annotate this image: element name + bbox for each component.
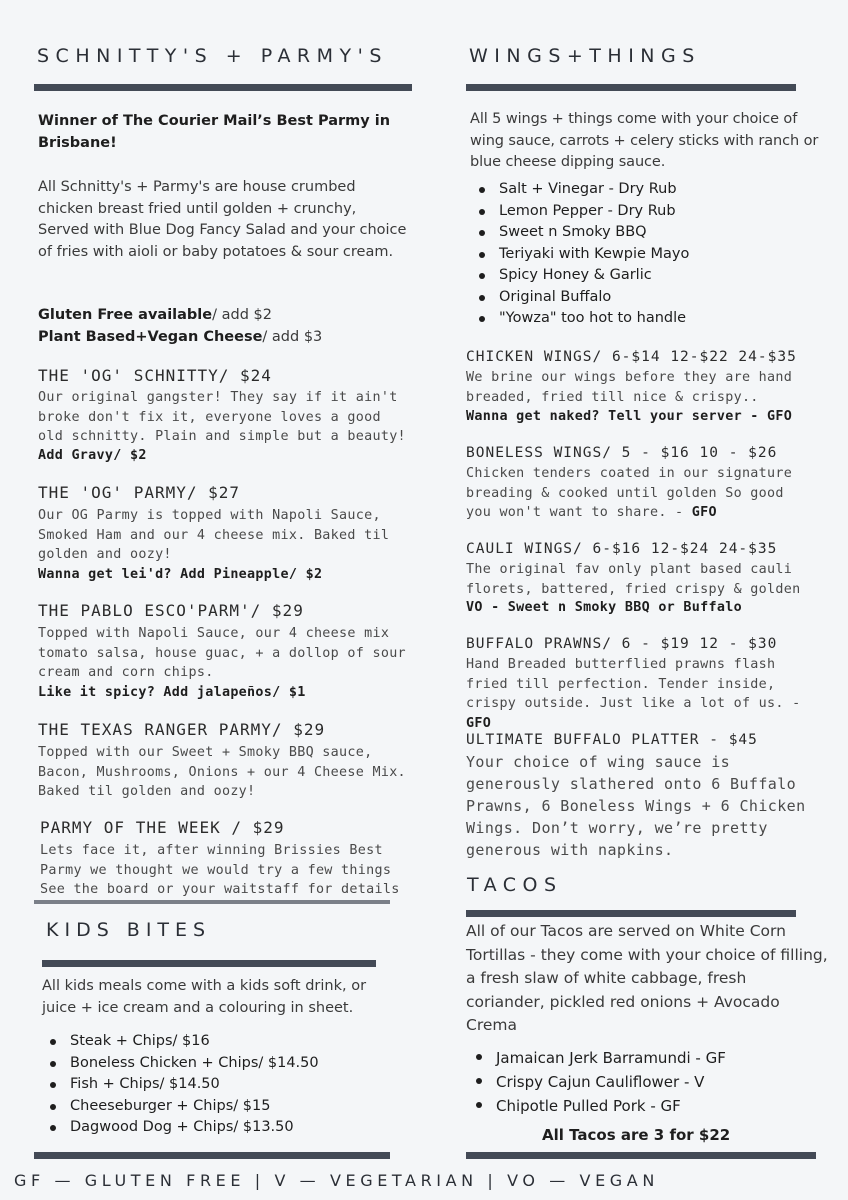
list-item: Original Buffalo xyxy=(471,287,811,309)
section-heading-wings: WINGS+THINGS xyxy=(469,45,701,67)
list-item: Lemon Pepper - Dry Rub xyxy=(471,201,811,223)
plant-based-option xyxy=(38,327,322,349)
kids-intro: All kids meals come with a kids soft drink, or juice + ice cream and a colouring in sheet. xyxy=(42,978,367,1016)
menu-item-title: THE 'OG' SCHNITTY/ $24 xyxy=(38,366,272,385)
section-divider-thin xyxy=(34,900,390,904)
list-item: Spicy Honey & Garlic xyxy=(471,265,811,287)
menu-item-desc xyxy=(466,464,816,523)
menu-item-title: CAULI WINGS/ 6-$16 12-$24 24-$35 xyxy=(466,541,778,557)
menu-item-desc: Your choice of wing sauce is generously slathered onto 6 Buffalo Prawns, 6 Boneless Wings + 6 Chicken Wings. Don’t worry, we’re pretty generous with napkins. xyxy=(466,753,806,859)
list-item: "Yowza" too hot to handle xyxy=(471,308,811,330)
menu-item-title: THE PABLO ESCO'PARM'/ $29 xyxy=(38,601,304,620)
menu-item-extra: Like it spicy? Add jalapeños/ $1 xyxy=(38,685,306,700)
list-item: Fish + Chips/ $14.50 xyxy=(42,1074,402,1096)
menu-item-title: THE TEXAS RANGER PARMY/ $29 xyxy=(38,720,326,739)
section-divider xyxy=(466,910,796,917)
menu-item-desc: The original fav only plant based cauli florets, battered, fried crispy & golden xyxy=(466,562,801,597)
plant-based-price: / add $3 xyxy=(262,329,323,345)
list-item: Teriyaki with Kewpie Mayo xyxy=(471,244,811,266)
list-item: Salt + Vinegar - Dry Rub xyxy=(471,179,811,201)
plant-based-label: Plant Based+Vegan Cheese xyxy=(38,329,263,345)
kids-menu-list xyxy=(42,1031,402,1139)
list-item: Jamaican Jerk Barramundi - GF xyxy=(468,1046,808,1070)
menu-item-desc: Topped with our Sweet + Smoky BBQ sauce, Bacon, Mushrooms, Onions + our 4 Cheese Mix. Baked til golden and oozy! xyxy=(38,745,406,799)
menu-item-title: PARMY OF THE WEEK / $29 xyxy=(40,818,285,837)
menu-item-extra: Wanna get lei'd? Add Pineapple/ $2 xyxy=(38,567,323,582)
tacos-list xyxy=(468,1046,808,1118)
gluten-free-price: / add $2 xyxy=(212,307,272,323)
menu-item-extra: Wanna get naked? Tell your server - GFO xyxy=(466,409,793,424)
menu-item-extra: VO - Sweet n Smoky BBQ or Buffalo xyxy=(466,600,742,615)
gfo-tag: GFO xyxy=(466,715,492,731)
dietary-legend-footer: GF — GLUTEN FREE | V — VEGETARIAN | VO — VEGAN xyxy=(14,1171,659,1190)
gluten-free-label: Gluten Free available xyxy=(38,307,213,323)
section-divider xyxy=(466,84,796,91)
menu-item-desc-text: Hand Breaded butterflied prawns flash fried till perfection. Tender inside, crispy outside. Just like a lot of us. - xyxy=(466,657,801,711)
menu-item-desc: We brine our wings before they are hand breaded, fried till nice & crispy.. xyxy=(466,370,793,405)
section-divider xyxy=(42,960,376,967)
list-item: Dagwood Dog + Chips/ $13.50 xyxy=(42,1117,402,1139)
menu-item-title: BUFFALO PRAWNS/ 6 - $19 12 - $30 xyxy=(466,636,778,652)
menu-item-desc: Lets face it, after winning Brissies Best Parmy we thought we would try a few things See the board or your waitstaff for details xyxy=(40,843,400,897)
menu-item-title: BONELESS WINGS/ 5 - $16 10 - $26 xyxy=(466,445,778,461)
list-item: Chipotle Pulled Pork - GF xyxy=(468,1094,808,1118)
menu-item-title: THE 'OG' PARMY/ $27 xyxy=(38,483,241,502)
list-item: Cheeseburger + Chips/ $15 xyxy=(42,1096,402,1118)
menu-item-title: ULTIMATE BUFFALO PLATTER - $45 xyxy=(466,732,758,748)
menu-item-title: CHICKEN WINGS/ 6-$14 12-$22 24-$35 xyxy=(466,349,797,365)
menu-item-desc: Our OG Parmy is topped with Napoli Sauce, Smoked Ham and our 4 cheese mix. Baked til golden and oozy! xyxy=(38,508,390,562)
tacos-deal: All Tacos are 3 for $22 xyxy=(542,1126,731,1144)
list-item: Crispy Cajun Cauliflower - V xyxy=(468,1070,808,1094)
menu-item-desc: Topped with Napoli Sauce, our 4 cheese mix tomato salsa, house guac, + a dollop of sour cream and corn chips. xyxy=(38,626,406,680)
tacos-intro: All of our Tacos are served on White Corn Tortillas - they come with your choice of filling, a fresh slaw of white cabbage, fresh coriander, pickled red onions + Avocado Crema xyxy=(466,922,828,1034)
gfo-tag: GFO xyxy=(683,505,717,520)
section-heading-kids: KIDS BITES xyxy=(46,919,212,941)
section-heading-tacos: TACOS xyxy=(467,874,563,896)
menu-item-extra: Add Gravy/ $2 xyxy=(38,448,147,463)
gluten-free-option xyxy=(38,305,272,327)
list-item: Boneless Chicken + Chips/ $14.50 xyxy=(42,1053,402,1075)
section-divider xyxy=(34,1152,390,1159)
list-item: Sweet n Smoky BBQ xyxy=(471,222,811,244)
list-item: Steak + Chips/ $16 xyxy=(42,1031,402,1053)
menu-item-desc xyxy=(466,655,816,733)
menu-item-desc: Our original gangster! They say if it ain't broke don't fix it, everyone loves a good old schnitty. Plain and simple but a beauty! xyxy=(38,390,406,444)
section-heading-schnitty: SCHNITTY'S + PARMY'S xyxy=(37,45,388,67)
menu-item-desc-text: Chicken tenders coated in our signature breading & cooked until golden So good you won't want to share. - xyxy=(466,466,793,520)
schnitty-intro: All Schnitty's + Parmy's are house crumbed chicken breast fried until golden + crunchy, Served with Blue Dog Fancy Salad and your choice of fries with aioli or baby potatoes & sour cream. xyxy=(38,179,407,260)
wing-sauce-list xyxy=(471,179,811,330)
section-divider xyxy=(34,84,412,91)
section-divider xyxy=(466,1152,816,1159)
wings-intro: All 5 wings + things come with your choice of wing sauce, carrots + celery sticks with ranch or blue cheese dipping sauce. xyxy=(470,111,819,170)
award-text: Winner of The Courier Mail’s Best Parmy in Brisbane! xyxy=(38,113,391,151)
